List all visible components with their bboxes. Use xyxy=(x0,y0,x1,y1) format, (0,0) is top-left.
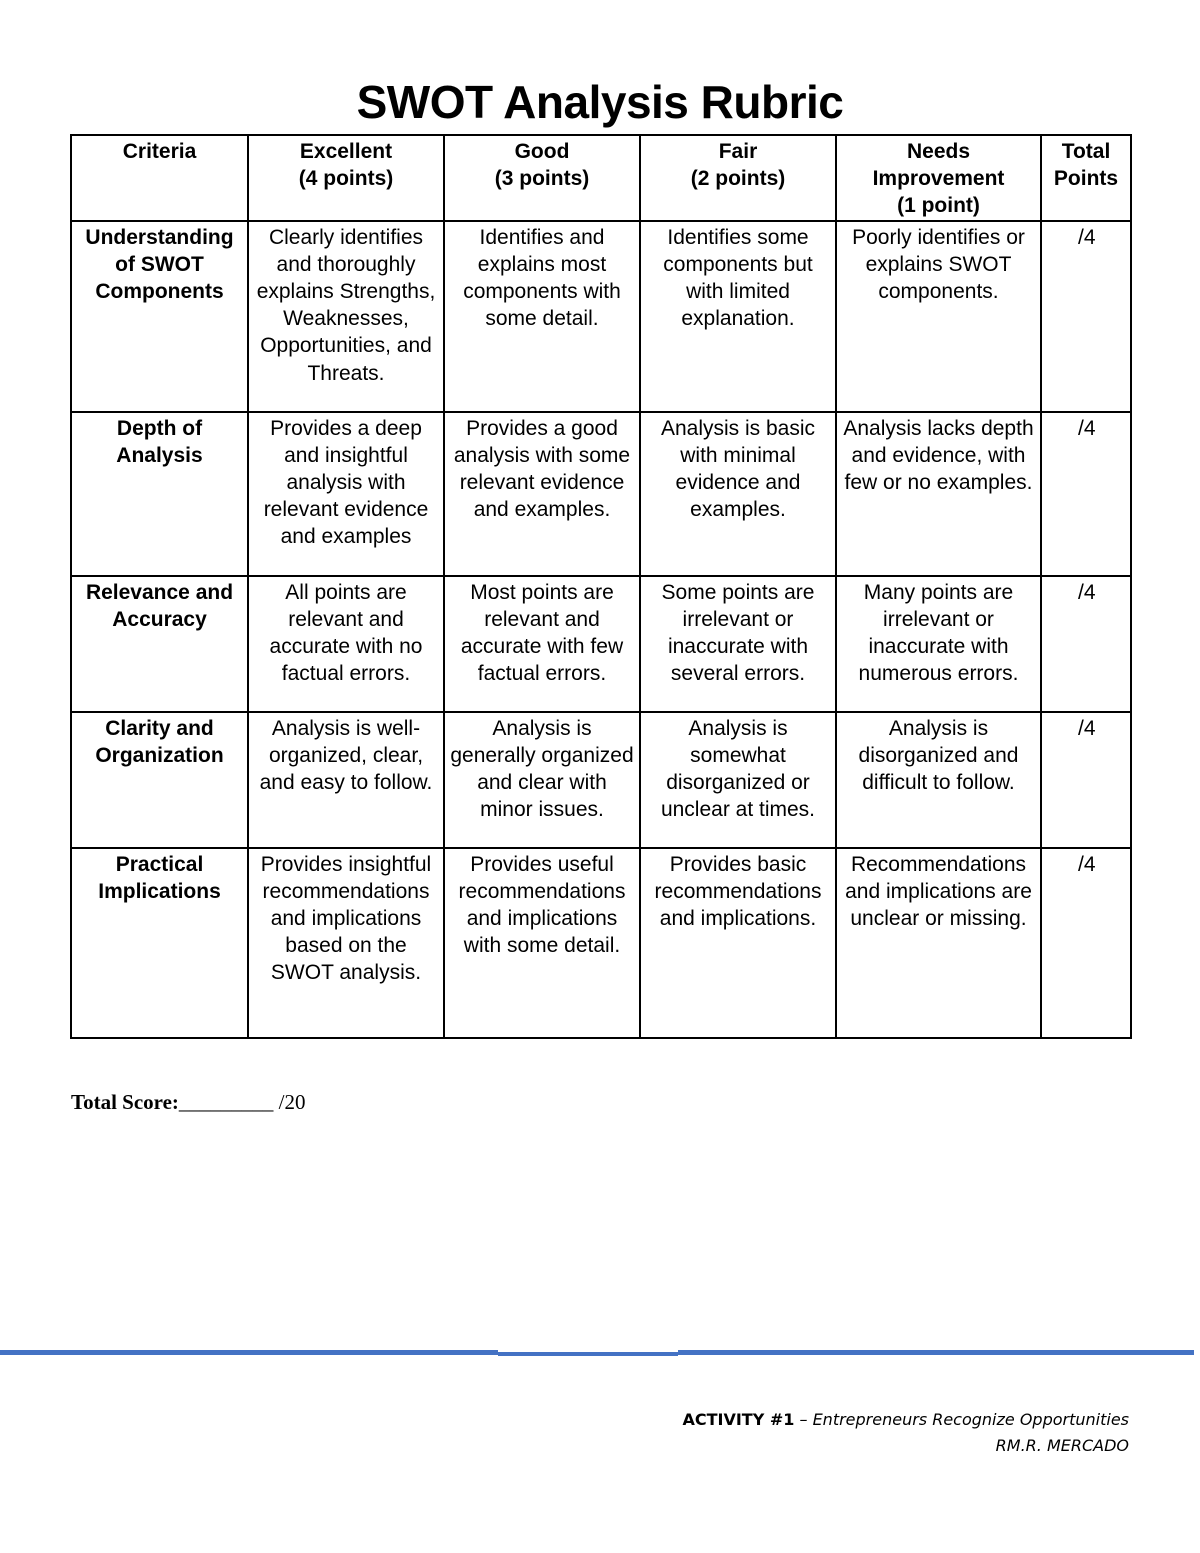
total-cell: /4 xyxy=(1041,576,1131,712)
rubric-table xyxy=(70,134,1132,1039)
good-cell: Most points are relevant and accurate with few factual errors. xyxy=(444,576,640,712)
table-row xyxy=(71,221,1131,412)
total-score-max: /20 xyxy=(273,1090,306,1114)
criteria-cell: Relevance and Accuracy xyxy=(71,576,248,712)
good-cell: Identifies and explains most components with some detail. xyxy=(444,221,640,412)
header-total-points: Total Points xyxy=(1041,135,1131,221)
criteria-cell: Practical Implications xyxy=(71,848,248,1038)
footer-rule-right xyxy=(678,1350,1194,1355)
header-row xyxy=(71,135,1131,221)
needs-cell: Analysis lacks depth and evidence, with few or no examples. xyxy=(836,412,1041,576)
table-row xyxy=(71,576,1131,712)
total-score-label: Total Score: xyxy=(71,1090,179,1114)
header-excellent: Excellent (4 points) xyxy=(248,135,444,221)
criteria-cell: Depth of Analysis xyxy=(71,412,248,576)
header-good: Good (3 points) xyxy=(444,135,640,221)
needs-cell: Poorly identifies or explains SWOT components. xyxy=(836,221,1041,412)
criteria-cell: Understanding of SWOT Components xyxy=(71,221,248,412)
fair-cell: Analysis is basic with minimal evidence and examples. xyxy=(640,412,836,576)
page-footer xyxy=(682,1407,1129,1459)
total-score-blank: _________ xyxy=(178,1090,274,1114)
excellent-cell: Clearly identifies and thoroughly explains Strengths, Weaknesses, Opportunities, and Threats. xyxy=(248,221,444,412)
table-row xyxy=(71,712,1131,848)
excellent-cell: Provides insightful recommendations and implications based on the SWOT analysis. xyxy=(248,848,444,1038)
fair-cell: Analysis is somewhat disorganized or unclear at times. xyxy=(640,712,836,848)
needs-cell: Many points are irrelevant or inaccurate with numerous errors. xyxy=(836,576,1041,712)
total-cell: /4 xyxy=(1041,848,1131,1038)
needs-cell: Recommendations and implications are unclear or missing. xyxy=(836,848,1041,1038)
footer-rule-left xyxy=(0,1350,498,1355)
fair-cell: Identifies some components but with limited explanation. xyxy=(640,221,836,412)
good-cell: Provides useful recommendations and implications with some detail. xyxy=(444,848,640,1038)
total-cell: /4 xyxy=(1041,221,1131,412)
header-needs-improvement: Needs Improvement (1 point) xyxy=(836,135,1041,221)
footer-separator: – xyxy=(794,1410,813,1429)
excellent-cell: Analysis is well-organized, clear, and easy to follow. xyxy=(248,712,444,848)
footer-activity: ACTIVITY #1 xyxy=(682,1410,795,1429)
fair-cell: Some points are irrelevant or inaccurate with several errors. xyxy=(640,576,836,712)
footer-author-line xyxy=(682,1433,1129,1459)
footer-subtitle: Entrepreneurs Recognize Opportunities xyxy=(812,1410,1129,1429)
header-fair: Fair (2 points) xyxy=(640,135,836,221)
needs-cell: Analysis is disorganized and difficult to follow. xyxy=(836,712,1041,848)
excellent-cell: Provides a deep and insightful analysis with relevant evidence and examples xyxy=(248,412,444,576)
table-row xyxy=(71,848,1131,1038)
total-score xyxy=(71,1090,306,1115)
total-cell: /4 xyxy=(1041,712,1131,848)
criteria-cell: Clarity and Organization xyxy=(71,712,248,848)
excellent-cell: All points are relevant and accurate with no factual errors. xyxy=(248,576,444,712)
fair-cell: Provides basic recommendations and implications. xyxy=(640,848,836,1038)
footer-rule-middle xyxy=(498,1352,678,1356)
page-title: SWOT Analysis Rubric xyxy=(356,76,844,128)
footer-activity-line xyxy=(682,1407,1129,1433)
good-cell: Analysis is generally organized and clear with minor issues. xyxy=(444,712,640,848)
header-criteria: Criteria xyxy=(71,135,248,221)
footer-author: RM.R. MERCADO xyxy=(995,1436,1129,1455)
total-cell: /4 xyxy=(1041,412,1131,576)
table-row xyxy=(71,412,1131,576)
good-cell: Provides a good analysis with some relevant evidence and examples. xyxy=(444,412,640,576)
